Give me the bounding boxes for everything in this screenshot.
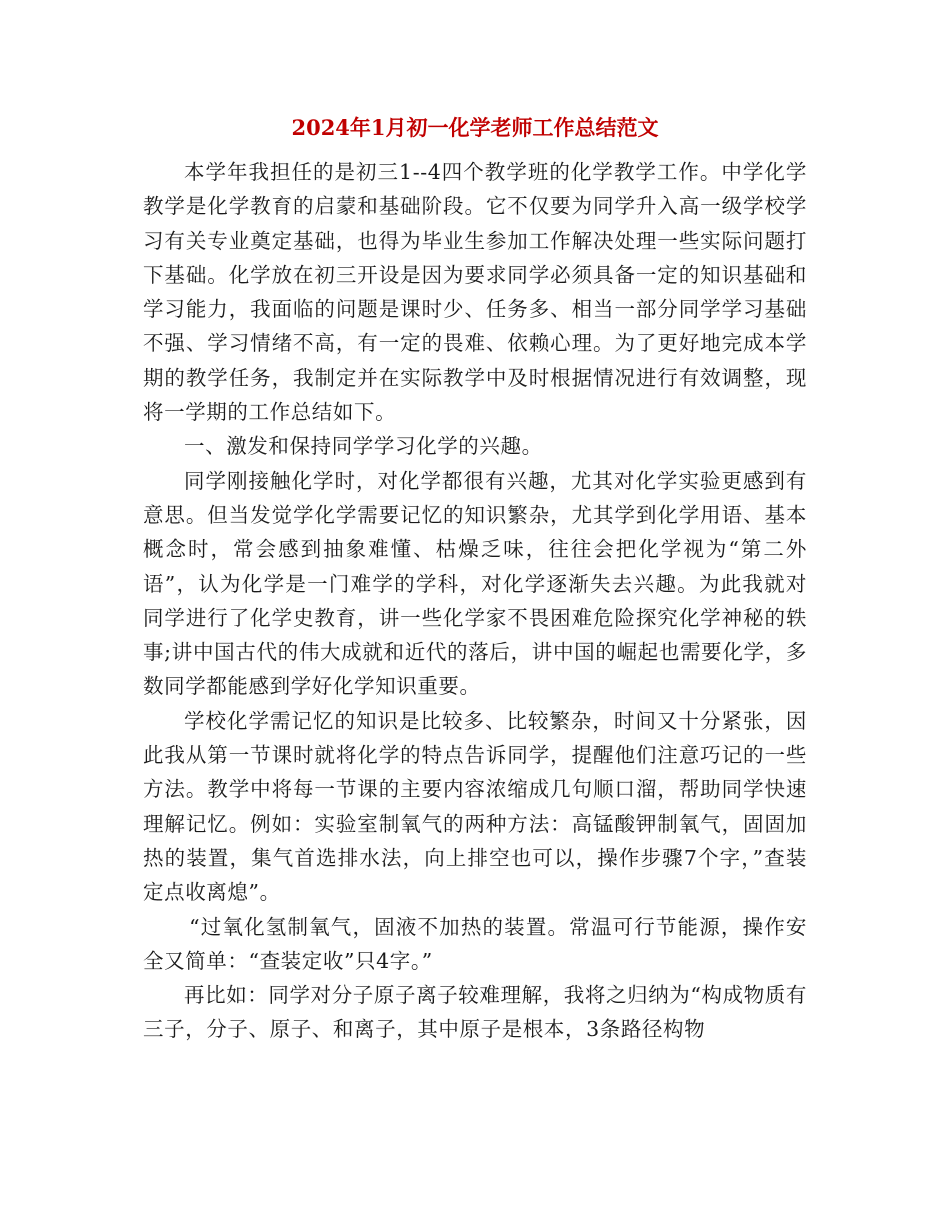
section-heading-1: 一、激发和保持同学学习化学的兴趣。 (184, 434, 543, 459)
paragraph-particles: 再比如：同学对分子原子离子较难理解，我将之归纳为“构成物质有三子，分子、原子、和离子，其中原子是根本，3条路径构物 (143, 983, 807, 1042)
document-body (143, 155, 807, 1047)
paragraph-interest: 同学刚接触化学时，对化学都很有兴趣，尤其对化学实验更感到有意思。但当发觉学化学需要记忆的知识繁杂，尤其学到化学用语、基本概念时，常会感到抽象难懂、枯燥乏味，往往会把化学视为“第二外语”，认为化学是一门难学的学科，对化学逐渐失去兴趣。为此我就对同学进行了化学史教育，讲一些化学家不畏困难危险探究化学神秘的轶事;讲中国古代的伟大成就和近代的落后，讲中国的崛起也需要化学，多数同学都能感到学好化学知识重要。 (143, 468, 807, 699)
paragraph-hydrogen-peroxide: “过氧化氢制氧气，固液不加热的装置。常温可行节能源，操作安全又简单：“查装定收”只4字。” (143, 914, 807, 973)
paragraph-memory-methods: 学校化学需记忆的知识是比较多、比较繁杂，时间又十分紧张，因此我从第一节课时就将化学的特点告诉同学，提醒他们注意巧记的一些方法。教学中将每一节课的主要内容浓缩成几句顺口溜，帮助同学快速理解记忆。例如：实验室制氧气的两种方法：高锰酸钾制氧气，固固加热的装置，集气首选排水法，向上排空也可以，操作步骤7个字，”查装定点收离熄”。 (143, 708, 807, 905)
paragraph-intro: 本学年我担任的是初三1--4四个教学班的化学教学工作。中学化学教学是化学教育的启蒙和基础阶段。它不仅要为同学升入高一级学校学习有关专业奠定基础，也得为毕业生参加工作解决处理一些实际问题打下基础。化学放在初三开设是因为要求同学必须具备一定的知识基础和学习能力，我面临的问题是课时少、任务多、相当一部分同学学习基础不强、学习情绪不高，有一定的畏难、依赖心理。为了更好地完成本学期的教学任务，我制定并在实际教学中及时根据情况进行有效调整，现将一学期的工作总结如下。 (143, 160, 807, 425)
document-title: 2024年1月初一化学老师工作总结范文 (291, 115, 659, 140)
